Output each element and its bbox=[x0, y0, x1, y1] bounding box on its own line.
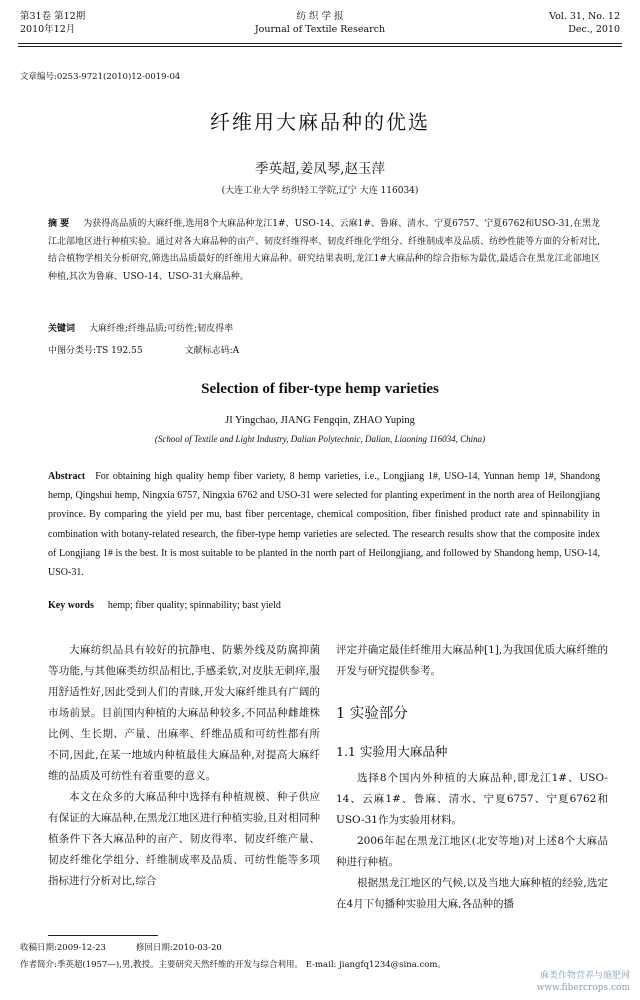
header-right bbox=[549, 10, 620, 36]
author-bio-label: 作者简介: bbox=[20, 960, 57, 970]
header-journal-cn: 纺 织 学 报 bbox=[296, 11, 344, 22]
chinese-authors: 季英超,姜凤琴,赵玉萍 bbox=[254, 161, 386, 177]
header-volume-issue: 第31卷 第12期 bbox=[20, 11, 86, 22]
revised-date: 2010-03-20 bbox=[172, 943, 222, 953]
class-number-label: 中图分类号: bbox=[48, 346, 97, 356]
article-number: 文章编号:0253-9721(2010)12-0019-04 bbox=[20, 72, 181, 82]
body-paragraph: 根据黑龙江地区的气候,以及当地大麻种植的经验,选定在4月下旬播种实验用大麻,各品种的播 bbox=[336, 877, 608, 910]
watermark-site-name: 麻类作物营养与施肥网 bbox=[539, 971, 630, 981]
body-paragraph: 评定并确定最佳纤维用大麻品种[1],为我国优质大麻纤维的开发与研究提供参考。 bbox=[336, 644, 608, 677]
chinese-keywords-label: 关键词 bbox=[48, 324, 76, 334]
header-center bbox=[0, 10, 640, 36]
body-paragraph: 本文在众多的大麻品种中选择有种植规模、种子供应有保证的大麻品种,在黑龙江地区进行种植实验,且对相同种植条件下各大麻品种的亩产、韧皮得率、韧皮纤维产量、韧皮纤维化学组分、纤维制成率及品质、可纺性能等多项指标进行分析对比,综合 bbox=[48, 791, 320, 887]
doc-code-value: A bbox=[232, 346, 240, 356]
author-bio: 季英超(1957—),男,教授。主要研究天然纤维的开发与综合利用。 bbox=[56, 960, 304, 970]
chinese-title: 纤维用大麻品种的优选 bbox=[210, 110, 430, 134]
chinese-affiliation: (大连工业大学 纺织轻工学院,辽宁 大连 116034) bbox=[221, 186, 419, 196]
header-date-cn: 2010年12月 bbox=[20, 24, 76, 35]
header-rule-thin bbox=[18, 46, 622, 47]
english-keywords-label: Key words bbox=[48, 600, 94, 611]
chinese-abstract-text: 为获得高品质的大麻纤维,选用8个大麻品种龙江1#、USO-14、云麻1#、鲁麻、清水、宁夏6757、宁夏6762和USO-31,在黑龙江北部地区进行种植实验。通过对各大麻品种的亩产、韧皮纤维得率、韧皮纤维化学组分、纤维制成率及品质、纺纱性能等方面的分析对比,结合植物学相关分析研究,筛选出品质最好的纤维用大麻品种。研究结果表明,龙江1#大麻品种的综合指标为最优,最适合在黑龙江北部地区种植,其次为鲁麻、USO-14、USO-31大麻品种。 bbox=[48, 219, 600, 282]
english-abstract-text: For obtaining high quality hemp fiber variety, 8 hemp varieties, i.e., Longjiang 1#, USO-14, Yunnan hemp 1#, Shandong hemp, Qingshui hemp, Ningxia 6757, Ningxia 6762 and USO-31 were selected for planting experiment in the north area of Heilongjiang province. By comparing the yield per mu, bast fiber percentage, chemical composition, fiber finished product rate and spinnability in combination with botany-related research, the fiber-type hemp varieties are selected. The research results show that the composite index of Longjiang 1# is the best. It is most suitable to be planted in the north part of Heilongjiang, and followed by Shandong hemp, USO-14, USO-31. bbox=[48, 471, 600, 579]
header-rule bbox=[18, 43, 622, 44]
body-paragraph: 选择8个国内外种植的大麻品种,即龙江1#、USO-14、云麻1#、鲁麻、清水、宁夏6757、宁夏6762和USO-31作为实验用材料。 bbox=[336, 772, 608, 826]
author-email: E-mail: jiangfq1234@sina.com。 bbox=[305, 960, 446, 970]
footnote-rule bbox=[48, 935, 158, 936]
watermark-url: www.fibercrops.com bbox=[536, 983, 630, 993]
body-paragraph: 大麻纺织品具有较好的抗静电、防紫外线及防腐抑菌等功能,与其他麻类纺织品相比,手感柔软,对皮肤无刺痒,服用舒适性好,因此受到人们的青睐,开发大麻纤维具有广阔的市场前景。目前国内种植的大麻品种较多,不同品种雌雄株比例、生长期、产量、出麻率、纤维品质和可纺性都有所不同,因此,在某一地域内种植最佳大麻品种,对提高大麻纤维的品质及可纺性有着重要的意义。 bbox=[48, 644, 320, 782]
footnote-dates bbox=[20, 941, 222, 953]
header-volume-en: Vol. 31, No. 12 bbox=[549, 11, 620, 22]
section-heading: 1 实验部分 bbox=[336, 706, 408, 722]
chinese-keywords-text: 大麻纤维;纤维品质;可纺性;韧皮得率 bbox=[89, 324, 234, 334]
doc-code-label: 文献标志码: bbox=[184, 346, 233, 356]
english-authors: JI Yingchao, JIANG Fengqin, ZHAO Yuping bbox=[225, 415, 415, 426]
english-keywords bbox=[48, 600, 281, 611]
english-keywords-text: hemp; fiber quality; spinnability; bast yield bbox=[107, 600, 281, 611]
site-watermark bbox=[537, 970, 630, 994]
english-abstract-label: Abstract bbox=[48, 471, 86, 482]
chinese-abstract-label: 摘 要 bbox=[48, 219, 70, 229]
header-journal-en: Journal of Textile Research bbox=[254, 24, 386, 35]
english-title: Selection of fiber-type hemp varieties bbox=[201, 381, 439, 397]
body-left-column bbox=[48, 640, 320, 892]
subsection-heading: 1.1 实验用大麻品种 bbox=[336, 744, 448, 759]
body-right-column bbox=[336, 640, 608, 915]
revised-label: 修回日期: bbox=[135, 943, 173, 953]
received-date: 2009-12-23 bbox=[56, 943, 106, 953]
header-date-en: Dec., 2010 bbox=[568, 24, 620, 35]
footnote-author bbox=[20, 958, 446, 970]
chinese-abstract bbox=[48, 216, 600, 286]
classification-line bbox=[48, 343, 239, 356]
received-label: 收稿日期: bbox=[20, 943, 57, 953]
english-affiliation: (School of Textile and Light Industry, Dalian Polytechnic, Dalian, Liaoning 116034, China) bbox=[154, 434, 486, 444]
english-abstract bbox=[48, 467, 600, 582]
class-number-value: TS 192.55 bbox=[96, 346, 143, 356]
chinese-keywords bbox=[48, 321, 233, 334]
body-paragraph: 2006年起在黑龙江地区(北安等地)对上述8个大麻品种进行种植。 bbox=[336, 835, 608, 868]
